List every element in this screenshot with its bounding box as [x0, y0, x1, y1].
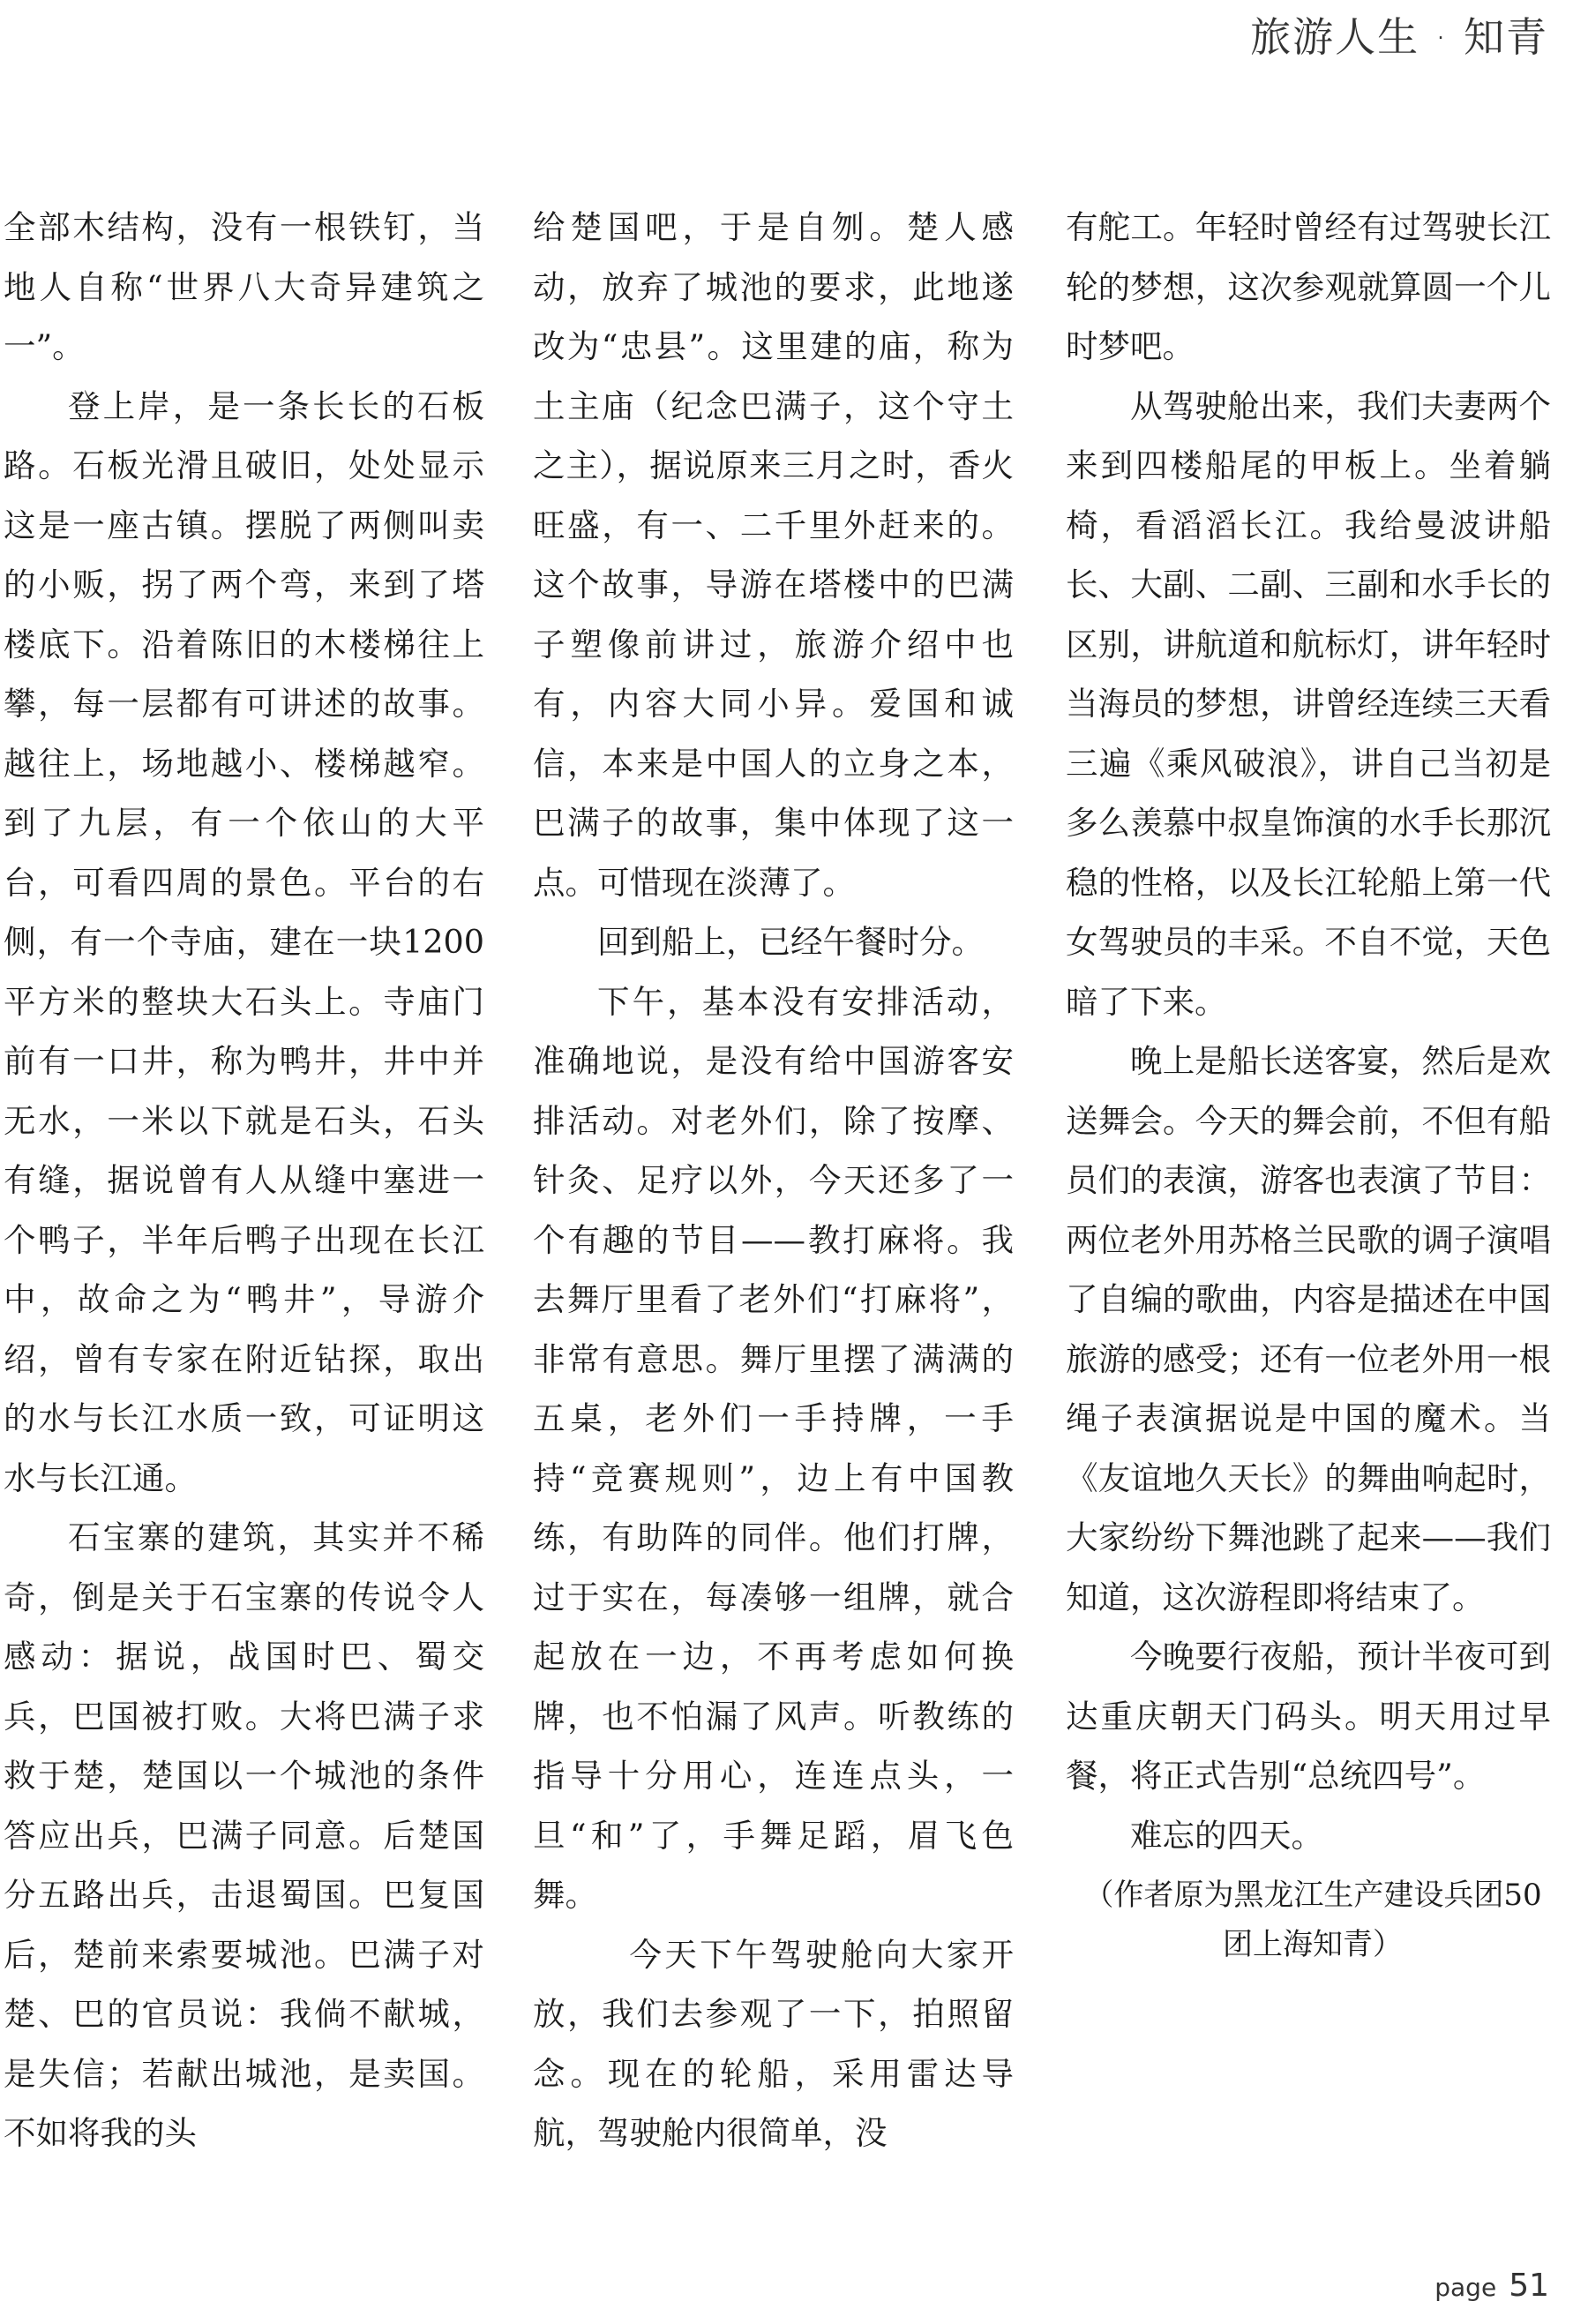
text-column-2 — [533, 198, 1014, 2163]
paragraph: 下午，基本没有安排活动，准确地说，是没有给中国游客安排活动。对老外们，除了按摩、针灸、足疗以外，今天还多了一个有趣的节目——教打麻将。我去舞厅里看了老外们“打麻将”，非常有意思。舞厅里摆了满满的五桌，老外们一手持牌，一手持“竞赛规则”，边上有中国教练，有助阵的同伴。他们打牌，过于实在，每凑够一组牌，就合起放在一边，不再考虑如何换牌，也不怕漏了风声。听教练的指导十分用心，连连点头，一旦“和”了，手舞足蹈，眉飞色舞。 — [533, 982, 1014, 1914]
paragraph: 登上岸，是一条长长的石板路。石板光滑且破旧，处处显示这是一座古镇。摆脱了两侧叫卖的小贩，拐了两个弯，来到了塔楼底下。沿着陈旧的木楼梯往上攀，每一层都有可讲述的故事。越往上，场地越小、楼梯越窄。到了九层，有一个依山的大平台，可看四周的景色。平台的右侧，有一个寺庙，建在一块1200平方米的整块大石头上。寺庙门前有一口井，称为鸭井，井中并无水，一米以下就是石头，石头有缝，据说曾有人从缝中塞进一个鸭子，半年后鸭子出现在长江中，故命之为“鸭井”，导游介绍，曾有专家在附近钻探，取出的水与长江水质一致，可证明这水与长江通。 — [4, 386, 484, 1497]
paragraph: 今晚要行夜船，预计半夜可到达重庆朝天门码头。明天用过早餐，将正式告别“总统四号”。 — [1066, 1638, 1551, 1795]
page-footer — [1434, 2268, 1549, 2304]
page-label: page — [1434, 2273, 1497, 2302]
paragraph: 今天下午驾驶舱向大家开放，我们去参观了一下，拍照留念。现在的轮船，采用雷达导航，驾驶舱内很简单，没 — [533, 1935, 1014, 2152]
page-number: 51 — [1509, 2268, 1549, 2304]
section-header: 旅游人生 · 知青 — [1250, 13, 1548, 61]
paragraph: 回到船上，已经午餐时分。 — [597, 923, 984, 961]
paragraph: 石宝寨的建筑，其实并不稀奇，倒是关于石宝寨的传说令人感动：据说，战国时巴、蜀交兵，巴国被打败。大将巴满子求救于楚，楚国以一个城池的条件答应出兵，巴满子同意。后楚国分五路出兵，击退蜀国。巴复国后，楚前来索要城池。巴满子对楚、巴的官员说：我倘不献城，是失信；若献出城池，是卖国。不如将我的头 — [4, 1518, 484, 2152]
paragraph: 晚上是船长送客宴，然后是欢送舞会。今天的舞会前，不但有船员们的表演，游客也表演了节目：两位老外用苏格兰民歌的调子演唱了自编的歌曲，内容是描述在中国旅游的感受；还有一位老外用一根绳子表演据说是中国的魔术。当《友谊地久天长》的舞曲响起时，大家纷纷下舞池跳了起来——我们知道，这次游程即将结束了。 — [1066, 1042, 1551, 1616]
paragraph: 从驾驶舱出来，我们夫妻两个来到四楼船尾的甲板上。坐着躺椅，看滔滔长江。我给曼波讲船长、大副、二副、三副和水手长的区别，讲航道和航标灯，讲年轻时当海员的梦想，讲曾经连续三天看三遍《乘风破浪》，讲自己当初是多么羡慕中叔皇饰演的水手长那沉稳的性格，以及长江轮船上第一代女驾驶员的丰采。不自不觉，天色暗了下来。 — [1066, 386, 1551, 1021]
paragraph: 给楚国吧，于是自刎。楚人感动，放弃了城池的要求，此地遂改为“忠县”。这里建的庙，称为土主庙（纪念巴满子，这个守土之主），据说原来三月之时，香火旺盛，有一、二千里外赶来的。这个故事，导游在塔楼中的巴满子塑像前讲过，旅游介绍中也有，内容大同小异。爱国和诚信，本来是中国人的立身之本，巴满子的故事，集中体现了这一点。可惜现在淡薄了。 — [533, 208, 1014, 902]
text-column-1 — [4, 198, 484, 2163]
text-column-3 — [1066, 198, 1551, 1969]
author-note: （作者原为黑龙江生产建设兵团50团上海知青） — [1083, 1878, 1542, 1962]
paragraph: 有舵工。年轻时曾经有过驾驶长江轮的梦想，这次参观就算圆一个儿时梦吧。 — [1066, 208, 1551, 365]
paragraph: 全部木结构，没有一根铁钉，当地人自称“世界八大奇异建筑之一”。 — [4, 208, 484, 365]
paragraph: 难忘的四天。 — [1130, 1816, 1323, 1855]
